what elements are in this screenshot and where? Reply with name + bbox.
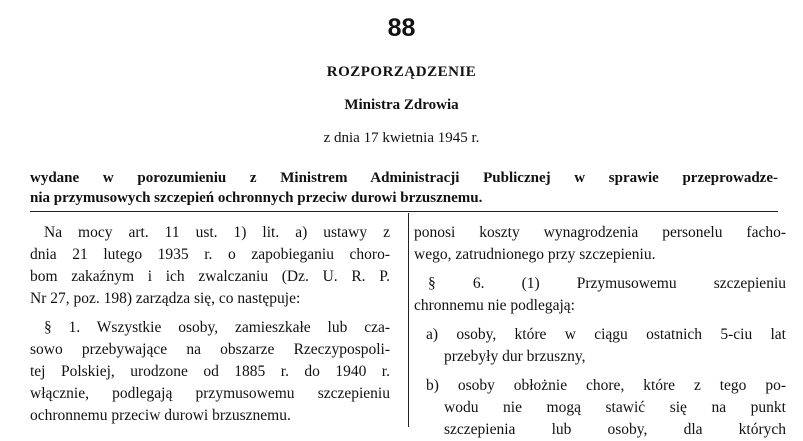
text-line: § 6. (1) Przymusowemu szczepieniu: [428, 275, 786, 292]
document-subtitle: Ministra Zdrowia: [344, 97, 459, 113]
right-column: [414, 222, 786, 441]
text-line: tej Polskiej, urodzone od 1885 r. do 1940 r.: [30, 363, 390, 380]
text-line: dnia 21 lutego 1935 r. o zapobieganiu choro-: [30, 246, 390, 263]
text-line: bom zakaźnym i ich zwalczaniu (Dz. U. R. P.: [30, 268, 390, 285]
intro-paragraph: [30, 168, 778, 208]
paragraph-section-1: [30, 317, 390, 427]
text-line: a) osoby, które w ciągu ostatnich 5-ciu lat: [426, 326, 786, 343]
text-line: b) osoby obłożnie chore, które z tego po-: [426, 377, 786, 394]
intro-line: nia przymusowych szczepień ochronnych przeciw durowi brzusznemu.: [30, 190, 483, 206]
paragraph-costs: [414, 222, 786, 266]
text-line: Nr 27, poz. 198) zarządza się, co następuje:: [30, 290, 301, 307]
text-line: włącznie, podlegają przymusowemu szczepieniu: [30, 385, 390, 402]
text-line: wodu nie mogą stawić się na punkt: [444, 399, 786, 416]
intro-line: wydane w porozumieniu z Ministrem Administracji Publicznej w sprawie przeprowadze-: [30, 170, 778, 186]
left-column: [30, 222, 390, 427]
list-item-a: [414, 324, 786, 368]
text-line: wego, zatrudnionego przy szczepieniu.: [414, 246, 656, 263]
text-line: ochronnemu przeciw durowi brzusznemu.: [30, 407, 291, 424]
document-title: ROZPORZĄDZENIE: [326, 64, 477, 80]
text-line: Na mocy art. 11 ust. 1) lit. a) ustawy z: [44, 224, 390, 241]
text-line: § 1. Wszystkie osoby, zamieszkałe lub cza-: [44, 319, 390, 336]
document-date: z dnia 17 kwietnia 1945 r.: [323, 130, 480, 146]
list-item-b: [414, 375, 786, 441]
paragraph-section-6: [414, 273, 786, 317]
text-line: ponosi koszty wynagrodzenia personelu facho-: [414, 224, 786, 241]
column-divider: [408, 213, 409, 427]
paragraph-preamble: [30, 222, 390, 310]
text-line: sowo przebywające na obszarze Rzeczypospoli-: [30, 341, 390, 358]
horizontal-divider: [30, 211, 778, 212]
page-number: 88: [387, 14, 416, 42]
text-line: przebyły dur brzuszny,: [444, 348, 586, 365]
text-line: chronnemu nie podlegają:: [414, 297, 575, 314]
text-line: szczepienia lub osoby, dla których: [444, 421, 786, 438]
